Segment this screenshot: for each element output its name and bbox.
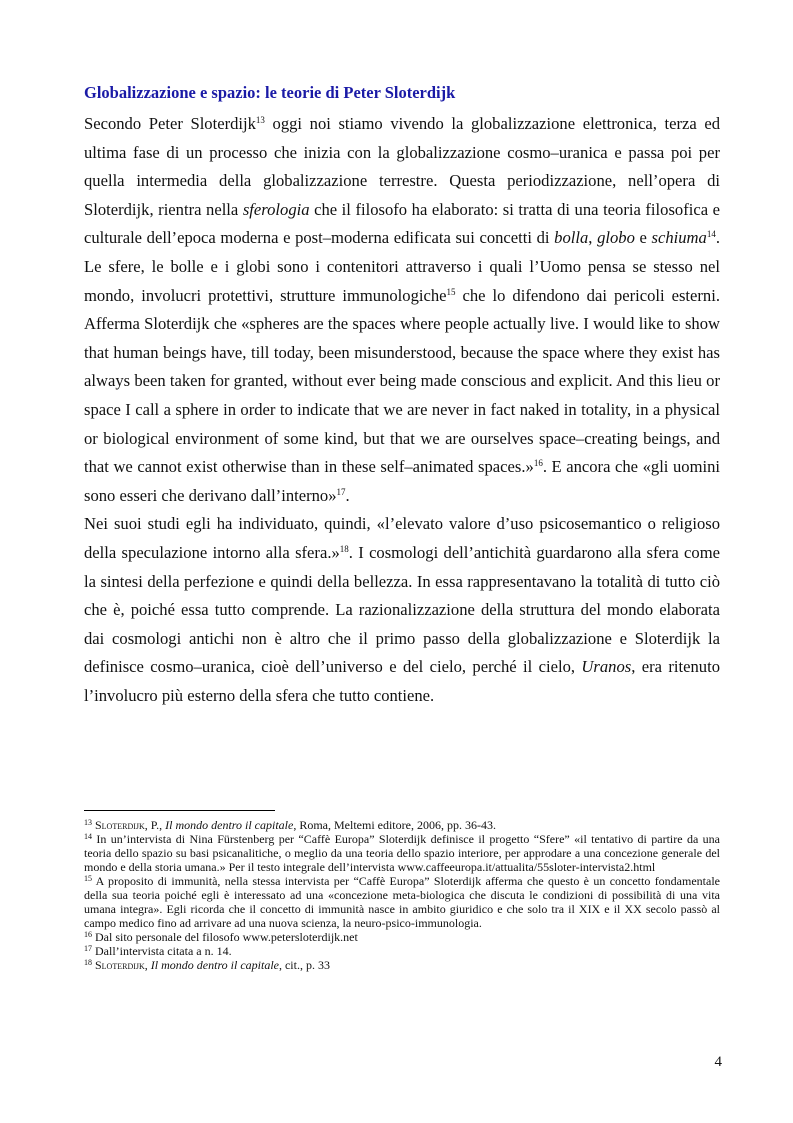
footnote-13: $^{13}$ Sloterdijk, P., Il mondo dentro il capitale, Roma, Meltemi editore, 2006, pp. 36-43. xyxy=(84,818,496,832)
page-number: 4 xyxy=(714,1054,722,1070)
footnote-18: $^{18}$ Sloterdijk, Il mondo dentro il capitale, cit., p. 33 xyxy=(84,958,330,972)
footnote-14: $^{14}$ In un’intervista di Nina Fürstenberg per “Caffè Europa” Sloterdijk definisce il progetto “Sfere” «il tentativo di partire da una teoria dello spazio su basi psicanalitiche, o meglio da una teoria dello spazio interiore, per approdare a una concezione generale del mondo e della storia umana.» Per il testo integrale dell’intervista www.caffeeuropa.it/attualita/55sloter-intervista2.html xyxy=(84,832,720,874)
body-text xyxy=(84,110,720,710)
paragraph-1: Secondo Peter Sloterdijk$^{13}$ oggi noi stiamo vivendo la globalizzazione elettronica, terza ed ultima fase di un processo che inizia con la globalizzazione cosmo–uranica e passa poi per quella intermedia della globalizzazione terrestre. Questa periodizzazione, nell’opera di Sloterdijk, rientra nella sferologia che il filosofo ha elaborato: si tratta di una teoria filosofica e culturale dell’epoca moderna e post–moderna edificata sui concetti di bolla, globo e schiuma$^{14}$. Le sfere, le bolle e i globi sono i contenitori attraverso i quali l’Uomo pensa se stesso nel mondo, involucri protettivi, strutture immunologiche$^{15}$ che lo difendono dai pericoli esterni. Afferma Sloterdijk che «spheres are the spaces where people actually live. I would like to show that human beings have, till today, been misunderstood, because the space where they exist has always been taken for granted, without ever being made conscious and explicit. And this lieu or space I call a sphere in order to indicate that we are never in fact naked in totality, in a physical or biological environment of some kind, but that we are ourselves space–creating beings, and that we cannot exist otherwise than in these self–animated spaces.»$^{16}$. E ancora che «gli uomini sono esseri che derivano dall’interno»$^{17}$. xyxy=(84,114,721,505)
footnote-17: $^{17}$ Dall’intervista citata a n. 14. xyxy=(84,944,232,958)
section-heading: Globalizzazione e spazio: le teorie di Peter Sloterdijk xyxy=(84,83,456,102)
footnote-ref-13: 13 xyxy=(255,115,265,125)
footnote-ref-16: 16 xyxy=(533,458,543,469)
footnote-separator xyxy=(84,810,275,811)
footnotes xyxy=(84,818,720,972)
footnote-ref-17: 17 xyxy=(336,486,346,497)
footnote-ref-14: 14 xyxy=(706,229,716,240)
footnote-15: $^{15}$ A proposito di immunità, nella stessa intervista per “Caffè Europa” Sloterdijk afferma che questo è un concetto fondamentale della sua teoria poiché egli è interessato ad una «concezione meta-biologica che discuta le condizioni di possibilità di una vita umana integra». Egli ricorda che il concetto di immunità nasce in ambito giuridico e che solo tra il XIX e il XX secolo passò al campo medico fino ad arrivare ad una nuova scienza, la neuro-psico-immunologia. xyxy=(84,874,720,930)
footnote-16: $^{16}$ Dal sito personale del filosofo www.petersloterdijk.net xyxy=(84,930,358,944)
paragraph-2: Nei suoi studi egli ha individuato, quindi, «l’elevato valore d’uso psicosemantico o religioso della speculazione intorno alla sfera.»$^{18}$. I cosmologi dell’antichità guardarono alla sfera come la sintesi della perfezione e quindi della bellezza. In essa rappresentavano la totalità di tutto ciò che è, poiché essa tutto comprende. La razionalizzazione della struttura del mondo elaborata dai cosmologi antichi non è altro che il primo passo della globalizzazione e Sloterdijk la definisce cosmo–uranica, cioè dell’universo e del cielo, perché il cielo, Uranos, era ritenuto l’involucro più esterno della sfera che tutto contiene. xyxy=(84,514,720,705)
footnote-ref-18: 18 xyxy=(339,543,349,554)
footnote-ref-15: 15 xyxy=(446,286,456,297)
